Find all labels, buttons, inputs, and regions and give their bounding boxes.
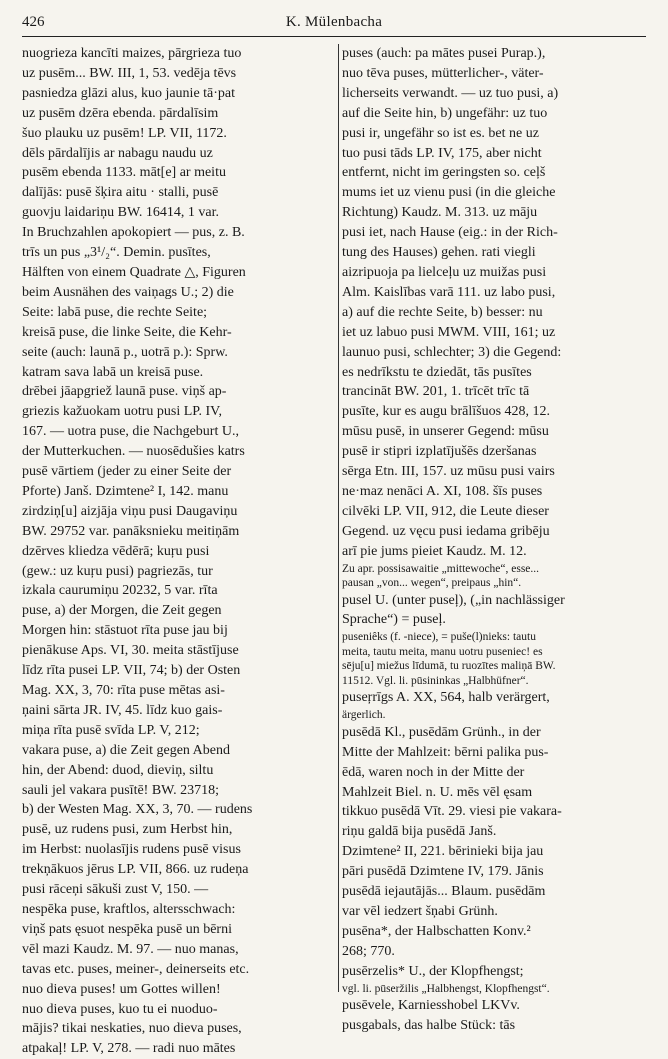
text-line: 167. — uotra puse, die Nachgeburt U.,	[22, 424, 239, 440]
text-line: pusēvele, Karniesshobel LKVv.	[342, 998, 520, 1014]
text-line: trancināt BW. 201, 1. trīcēt trīc tā	[342, 384, 530, 400]
text-line: pusel U. (unter puseļ), („in nachlässiger	[342, 592, 565, 608]
text-line: pusēm ebenda 1133. māt[e] ar meitu	[22, 165, 226, 181]
text-line: ne·maz nenāci A. XI, 108. šīs puses	[342, 483, 543, 499]
text-line: ēdā, waren noch in der Mitte der	[342, 764, 525, 780]
text-line: viņš pats ęsuot nespēka pusē un bērni	[22, 921, 232, 937]
text-line: dzērves kliedza vēdērā; kuŗu pusi	[22, 543, 210, 559]
text-line: beim Ausnähen des vaiņags U.; 2) die	[22, 284, 234, 300]
text-line: uz pusēm dzēra ebenda. pārdalīsim	[22, 105, 219, 121]
text-line: tung des Hauses) gehen. rati viegli	[342, 245, 536, 261]
text-line: Richtung) Kaudz. M. 313. uz māju	[342, 205, 538, 221]
text-line: tuo pusi tāds LP. IV, 175, aber nicht	[342, 145, 542, 161]
text-line: Dzimtene² II, 221. bēriniekі bija jau	[342, 844, 544, 860]
text-line: šuo plauku uz pusēm! LP. VII, 1172.	[22, 125, 227, 141]
text-line: pasniedza glāzi alus, kuo jaunie tā·pat	[22, 85, 236, 101]
text-line: sērga Etn. III, 157. uz mūsu pusi vairs	[342, 464, 555, 480]
text-line: meita, tautu meita, manu uotru puseniec! es	[342, 645, 543, 658]
text-line: sēju[u] miežus līdumā, tu ruozītes maliņā BW.	[342, 660, 556, 673]
text-columns	[22, 44, 646, 1057]
text-line: vakara puse, a) die Zeit gegen Abend	[22, 742, 230, 758]
text-line: zirdziņ[u] aizjāja viņu pusi Daugaviņu	[22, 503, 238, 519]
text-line: pusi iet, nach Hause (eig.: in der Rich-	[342, 225, 558, 241]
text-line: pienākuse Aps. VI, 30. meita stāstījuse	[22, 643, 239, 659]
text-line: riņu galdā bija pusēdā Janš.	[342, 824, 497, 840]
left-column	[22, 44, 334, 1057]
text-line: var vēl iedzert šņabi Grünh.	[342, 903, 498, 919]
text-line: nuo tēva puses, mütterlicher-, väter-	[342, 65, 544, 81]
text-line: arī pie jums pieiet Kaudz. M. 12.	[342, 543, 527, 559]
text-line: izkala caurumiņu 20232, 5 var. rīta	[22, 583, 218, 599]
text-line: trīs un pus „3¹/₂“. Demin. pusītes,	[22, 245, 211, 261]
text-line: atpakaļ! LP. V, 278. — radi nuo mātes	[22, 1041, 236, 1057]
text-line: trekņākuos jērus LP. VII, 866. uz rudeņa	[22, 862, 249, 878]
text-line: entfernt, nicht im geringsten so. ceļš	[342, 165, 546, 181]
text-line: līdz rīta pusei LP. VII, 74; b) der Osten	[22, 663, 241, 679]
text-line: es nedrīkstu te dziedāt, tās pusītes	[342, 364, 532, 380]
page-number: 426	[22, 14, 45, 30]
text-line: cilvēki LP. VII, 912, die Leute dieser	[342, 503, 549, 519]
text-line: launuo pusi, schlechter; 3) die Gegend:	[342, 344, 562, 360]
text-line: Alm. Kaislības varā 111. uz labo pusi,	[342, 284, 556, 300]
text-line: pusēdā iejautājās... Blaum. pusēdām	[342, 884, 546, 900]
text-line: ņaini sārta JR. IV, 45. līdz kuo gais-	[22, 702, 223, 718]
text-line: uz pusēm... BW. III, 1, 53. vedēja tēvs	[22, 65, 237, 81]
text-line: ärgerlich.	[342, 709, 386, 722]
text-line: nespēka puse, kraftlos, altersschwach:	[22, 901, 236, 917]
text-line: pausan „von... wegen“, preipaus „hin“.	[342, 577, 522, 590]
text-line: BW. 29752 var. panāksnieku meitiņām	[22, 523, 240, 539]
text-line: puseniêks (f. -niece), = puše(l)nieks: tautu	[342, 631, 536, 644]
text-line: seite (auch: launā p., uotrā p.): Sprw.	[22, 344, 228, 360]
text-line: griezis kažuokam uotru pusi LP. IV,	[22, 404, 222, 420]
text-line: pāri pusēdā Dzimtene IV, 179. Jānis	[342, 864, 544, 880]
text-line: Morgen hin: stāstuot rīta puse jau bij	[22, 623, 228, 639]
text-line: Hälften von einem Quadrate △, Figuren	[22, 264, 246, 280]
text-line: puse, a) der Morgen, die Zeit gegen	[22, 603, 222, 619]
text-line: aizripuoja pa lielceļu uz muižas pusi	[342, 264, 547, 280]
text-line: hin, der Abend: duod, dieviņ, siltu	[22, 762, 214, 778]
text-line: Mahlzeit Biel. n. U. mēs vēl ęsam	[342, 784, 533, 800]
text-line: dalījās: pusē šķira aitu · stalli, pusē	[22, 185, 219, 201]
page-header	[22, 14, 646, 37]
text-line: 268; 770.	[342, 943, 395, 959]
text-line: vgl. li. pūseržilis „Halbhengst, Klopfhengst“.	[342, 982, 550, 995]
text-line: miņa rīta pusē svīda LP. V, 212;	[22, 722, 200, 738]
text-line: pusgabals, das halbe Stück: tās	[342, 1017, 516, 1033]
text-line: iet uz labuo pusi MWM. VIII, 161; uz	[342, 324, 556, 340]
text-line: mums iet uz vienu pusi (in die gleiche	[342, 185, 556, 201]
text-line: nuogrieza kancīti maizes, pārgrieza tuo	[22, 46, 242, 61]
text-line: pusē, uz rudens pusi, zum Herbst hin,	[22, 822, 233, 838]
text-line: Seite: labā puse, die rechte Seite;	[22, 304, 208, 320]
text-line: vēl mazi Kaudz. M. 97. — nuo manas,	[22, 941, 239, 957]
text-line: katram sava labā un kreisā puse.	[22, 364, 204, 380]
text-line: Pforte) Janš. Dzimtene² I, 142. manu	[22, 483, 229, 499]
text-line: licherseits verwandt. — uz tuo pusi, a)	[342, 85, 559, 101]
text-line: auf die Seite hin, b) ungefähr: uz tuo	[342, 105, 548, 121]
text-line: Mag. XX, 3, 70: rīta puse mētas asi-	[22, 683, 225, 698]
right-column	[342, 44, 646, 1033]
text-line: dēls pārdalījis ar nabagu naudu uz	[22, 145, 213, 161]
text-line: nuo dieva puses! um Gottes willen!	[22, 981, 221, 997]
text-line: Gegend. uz vęcu pusi iedama gribēju	[342, 523, 550, 539]
column-divider	[338, 44, 339, 992]
text-line: pusērzelis* U., der Klopfhengst;	[342, 963, 524, 979]
text-line: pusīte, kur es augu brālīšuos 428, 12.	[342, 404, 551, 420]
text-line: pusē ir stipri izplatījušēs dzeršanas	[342, 444, 537, 460]
text-line: pusē vārtiem (jeder zu einer Seite der	[22, 464, 232, 480]
text-line: guovju laidariņu BW. 16414, 1 var.	[22, 205, 220, 221]
text-line: tavas etc. puses, meiner-, deinerseits etc.	[22, 961, 250, 977]
text-line: b) der Westen Mag. XX, 3, 70. — rudens	[22, 802, 253, 818]
text-line: Zu apr. possisawaitie „mittewoche“, esse...	[342, 562, 540, 575]
text-line: pusēna*, der Halbschatten Konv.²	[342, 923, 531, 939]
text-line: pusēdā Kl., pusēdām Grünh., in der	[342, 724, 541, 740]
text-line: der Mutterkuchen. — nuosēdušies katrs	[22, 444, 245, 460]
text-line: (gew.: uz kuŗu pusi) pagriezās, tur	[22, 563, 213, 579]
running-head: K. Mülenbacha	[285, 14, 383, 30]
text-line: pusi ir, ungefähr so ist es. bet ne uz	[342, 125, 539, 141]
text-line: a) auf die rechte Seite, b) besser: nu	[342, 304, 543, 320]
text-line: Mitte der Mahlzeit: bērni palika pus-	[342, 744, 549, 760]
text-line: mājis? tikai neskaties, nuo dieva puses,	[22, 1021, 242, 1037]
text-line: tikkuo pusēdā Vīt. 29. viesi pie vakara-	[342, 804, 562, 820]
text-line: im Herbst: nuolasījis rudens pusē visus	[22, 842, 241, 858]
text-line: mūsu pusē, in unserer Gegend: mūsu	[342, 424, 549, 440]
text-line: Sprache“) = puseļ.	[342, 612, 446, 628]
text-line: drēbei jāapgriež launā puse. viņš ap-	[22, 384, 227, 400]
text-line: nuo dieva puses, kuo tu ei nuoduo-	[22, 1001, 218, 1017]
text-line: puseŗrīgs A. XX, 564, halb verärgert,	[342, 690, 550, 706]
text-line: sauli jel vakara pusītē! BW. 23718;	[22, 782, 219, 798]
text-line: In Bruchzahlen apokopiert — pus, z. B.	[22, 225, 245, 241]
text-line: kreisā puse, die linke Seite, die Kehr-	[22, 324, 232, 340]
text-line: pusi rāceņi sākuši zust V, 150. —	[22, 882, 209, 898]
text-line: puses (auch: pa mātes pusei Purap.),	[342, 46, 546, 61]
text-line: 11512. Vgl. li. pūsininkas „Halbhüfner“.	[342, 674, 529, 687]
